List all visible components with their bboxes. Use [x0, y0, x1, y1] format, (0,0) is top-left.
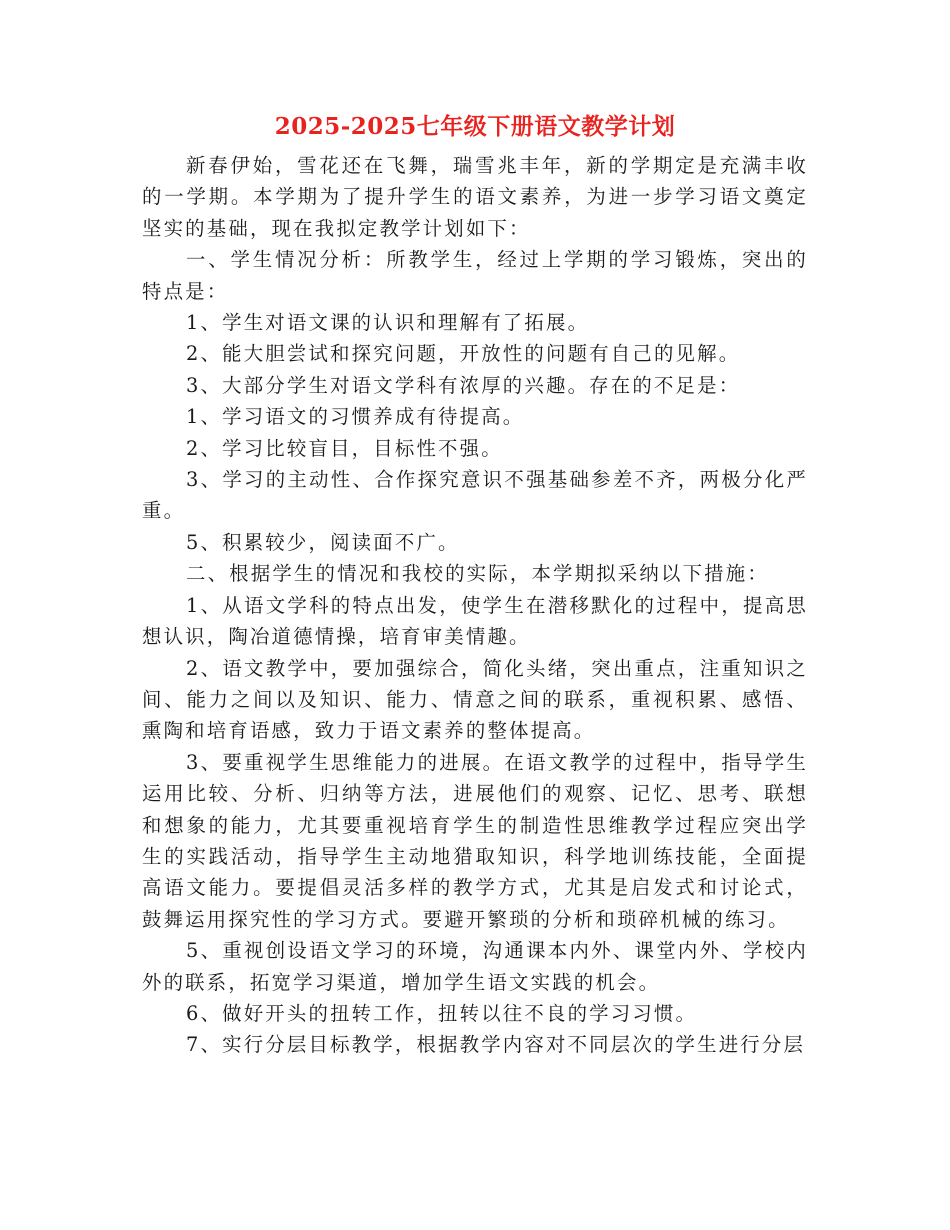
- paragraph-strength-1: 1、学生对语文课的认识和理解有了拓展。: [186, 311, 590, 335]
- paragraph-section-2-heading: 二、根据学生的情况和我校的实际，本学期拟采纳以下措施：: [186, 562, 769, 586]
- paragraph-weakness-1: 1、学习语文的习惯养成有待提高。: [186, 405, 525, 429]
- paragraph-weakness-3: 3、学习的主动性、合作探究意识不强基础参差不齐，两极分化严重。: [142, 468, 808, 523]
- paragraph-strength-2: 2、能大胆尝试和探究问题，开放性的问题有自己的见解。: [186, 342, 741, 366]
- paragraph-weakness-5: 5、积累较少，阅读面不广。: [186, 530, 460, 554]
- paragraph-measure-6: 6、做好开头的扭转工作，扭转以往不良的学习习惯。: [186, 1001, 698, 1025]
- paragraph-strength-3: 3、大部分学生对语文学科有浓厚的兴趣。存在的不足是：: [186, 373, 741, 397]
- paragraph-measure-7: 7、实行分层目标教学，根据教学内容对不同层次的学生进行分层: [186, 1033, 806, 1057]
- paragraph-measure-2: 2、语文教学中，要加强综合，简化头绪，突出重点，注重知识之间、能力之间以及知识、能力、情意之间的联系，重视积累、感悟、熏陶和培育语感，致力于语文素养的整体提高。: [142, 656, 808, 743]
- paragraph-measure-5: 5、重视创设语文学习的环境，沟通课本内外、课堂内外、学校内外的联系，拓宽学习渠道，增加学生语文实践的机会。: [142, 939, 808, 994]
- paragraph-intro: 新春伊始，雪花还在飞舞，瑞雪兆丰年，新的学期定是充满丰收的一学期。本学期为了提升学生的语文素养，为进一步学习语文奠定坚实的基础，现在我拟定教学计划如下：: [142, 154, 808, 240]
- paragraph-measure-1: 1、从语文学科的特点出发，使学生在潜移默化的过程中，提高思想认识，陶冶道德情操，培育审美情趣。: [142, 593, 808, 649]
- paragraph-measure-3: 3、要重视学生思维能力的进展。在语文教学的过程中，指导学生运用比较、分析、归纳等方法，进展他们的观察、记忆、思考、联想和想象的能力，尤其要重视培育学生的制造性思维教学过程应突出学生的实践活动，指导学生主动地猎取知识，科学地训练技能，全面提高语文能力。要提倡灵活多样的教学方式，尤其是启发式和讨论式，鼓舞运用探究性的学习方式。要避开繁琐的分析和琐碎机械的练习。: [142, 750, 808, 931]
- document-body: [142, 150, 808, 1061]
- paragraph-section-1-heading: 一、学生情况分析：所教学生，经过上学期的学习锻炼，突出的特点是：: [142, 248, 808, 303]
- document-title: 2025-2025七年级下册语文教学计划: [274, 113, 676, 140]
- paragraph-weakness-2: 2、学习比较盲目，目标性不强。: [186, 436, 503, 460]
